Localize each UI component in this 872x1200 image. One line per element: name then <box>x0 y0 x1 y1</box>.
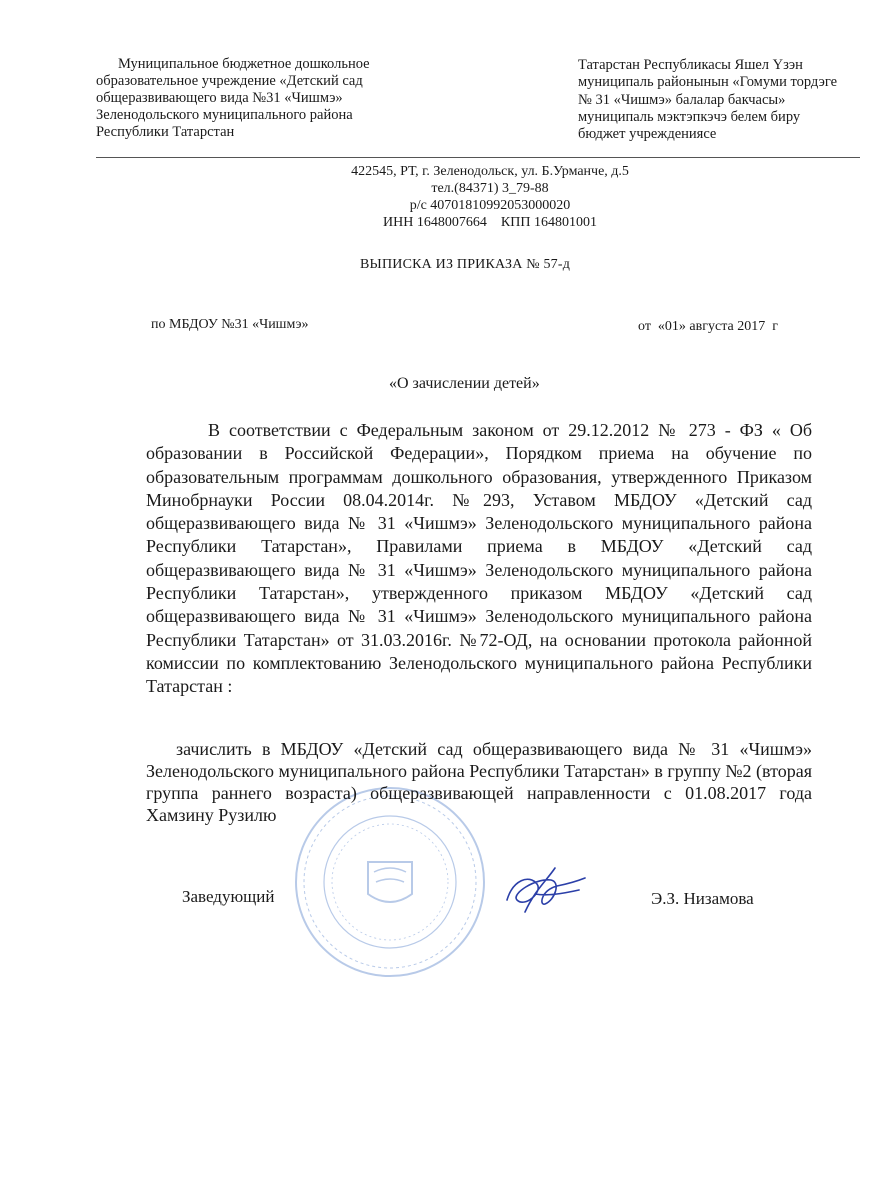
header-right-line: бюджет учреждениясе <box>578 126 717 143</box>
address-phone: тел.(84371) 3_79-88 <box>431 181 549 196</box>
header-divider <box>96 157 860 158</box>
header-right-line: № 31 «Чишмэ» балалар бакчасы» <box>578 91 786 108</box>
header-left-line: Зеленодольского муниципального района <box>96 107 353 123</box>
header-left-line: Республики Татарстан <box>96 124 235 140</box>
address-account: р/с 40701810992053000020 <box>409 198 571 213</box>
order-preamble: В соответствии с Федеральным законом от 29.12.2012 № 273 - ФЗ « Об образовании в Российской Федерации», Порядком приема на обучение по образовательным программам дошкольного образования, утвержденного Приказом Минобрнауки России 08.04.2014г. №293, Уставом МБДОУ «Детский сад общеразвивающего вида № 31 «Чишмэ» Зеленодольского муниципального района Республики Татарстан», Правилами приема в МБДОУ «Детский сад общеразвивающего вида № 31 «Чишмэ» Зеленодольского муниципального района Республики Татарстан», утвержденного приказом МБДОУ «Детский сад общеразвивающего вида № 31 «Чишмэ» Зеленодольского муниципального района Республики Татарстан» от 31.03.2016г. №72-ОД, на основании протокола районной комиссии по комплектованию Зеленодольского муниципального района Республики Татарстан : <box>146 420 812 697</box>
address-inn: ИНН 1648007664 <box>383 215 487 230</box>
order-decision: зачислить в МБДОУ «Детский сад общеразвивающего вида № 31 «Чишмэ» Зеленодольского муниципального района Республики Татарстан» в группу №2 (вторая группа раннего возраста) общеразвивающей направленности с 01.08.2017 года Хамзину Рузилю <box>146 739 812 825</box>
header-left-line: общеразвивающего вида №31 «Чишмэ» <box>96 90 343 106</box>
header-left-russian <box>96 56 426 141</box>
signatory-name: Э.З. Низамова <box>651 889 754 908</box>
header-right-line: муниципаль районынын «Гомуми тордэге <box>578 74 838 91</box>
address-kpp: КПП 164801001 <box>500 215 597 230</box>
address-block <box>300 163 680 231</box>
order-date: от «01» августа 2017 г <box>638 319 778 334</box>
header-left-line: Муниципальное бюджетное дошкольное <box>118 56 370 72</box>
header-right-line: Татарстан Республикасы Яшел Үзэн <box>578 57 803 73</box>
handwritten-signature-icon <box>495 860 595 920</box>
address-inn-kpp <box>300 214 680 231</box>
organization-line: по МБДОУ №31 «Чишмэ» <box>151 317 309 332</box>
header-right-line: муниципаль мэктэпкэчэ белем биру <box>578 108 801 125</box>
signatory-position: Заведующий <box>182 887 275 906</box>
header-right-tatar <box>578 57 868 143</box>
document-title: ВЫПИСКА ИЗ ПРИКАЗА № 57-д <box>360 257 571 272</box>
address-street: 422545, РТ, г. Зеленодольск, ул. Б.Урманче, д.5 <box>351 164 629 179</box>
order-subject: «О зачислении детей» <box>389 375 540 392</box>
header-left-line: образовательное учреждение «Детский сад <box>96 73 363 89</box>
